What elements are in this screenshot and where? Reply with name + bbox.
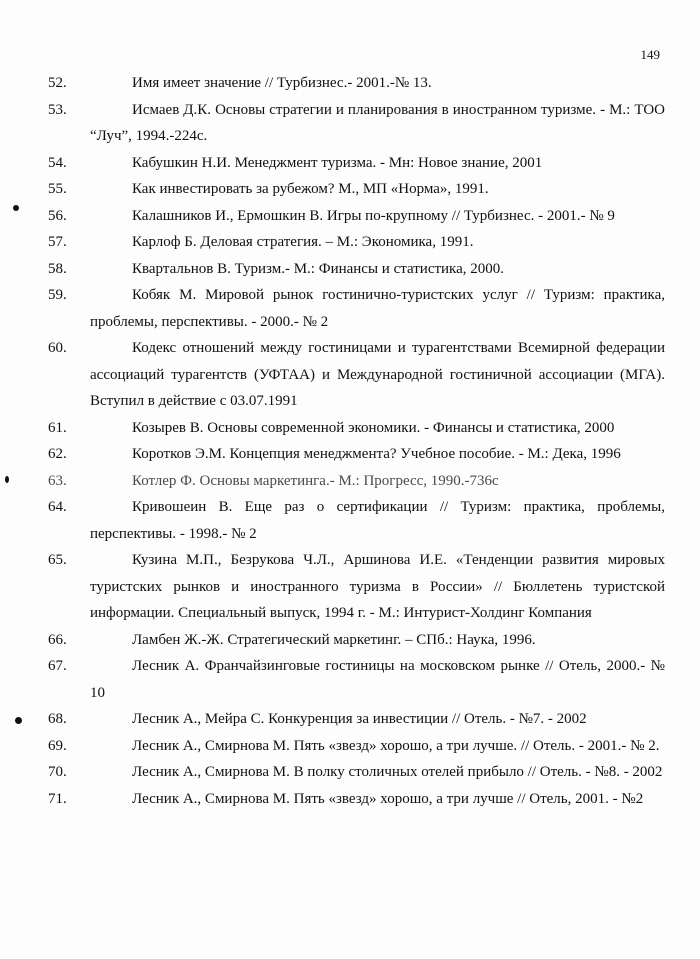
entry-number: 68. bbox=[48, 711, 67, 727]
entry-number: 62. bbox=[48, 446, 67, 462]
bibliography-entry bbox=[48, 468, 665, 495]
bibliography-entry bbox=[48, 97, 665, 150]
page-number: 149 bbox=[640, 47, 660, 62]
entry-number: 67. bbox=[48, 658, 67, 674]
bibliography-entry bbox=[48, 415, 665, 442]
entry-number: 58. bbox=[48, 260, 67, 277]
bibliography-entry bbox=[48, 494, 665, 547]
bibliography-entry bbox=[48, 70, 665, 97]
bibliography-entry bbox=[48, 256, 665, 283]
entry-number: 70. bbox=[48, 764, 67, 780]
entry-text: Кобяк М. Мировой рынок гостинично-туристских услуг // Туризм: практика, проблемы, перспективы. - 2000.- № 2 bbox=[90, 287, 665, 330]
bibliography-list bbox=[48, 70, 665, 812]
entry-text: Кузина М.П., Безрукова Ч.Л., Аршинова И.Е. «Тенденции развития мировых туристских рынков и иностранного туризма в России» // Бюллетень туристской информации. Специальный выпуск, 1994 г. - М.: Интурист-Холдинг Компания bbox=[90, 552, 665, 621]
entry-text: Лесник А., Мейра С. Конкуренция за инвестиции // Отель. - №7. - 2002 bbox=[132, 711, 587, 727]
bibliography-entry bbox=[48, 335, 665, 415]
entry-number: 65. bbox=[48, 552, 67, 568]
entry-text: Исмаев Д.К. Основы стратегии и планирования в иностранном туризме. - М.: ТОО “Луч”, 1994.-224с. bbox=[90, 101, 665, 144]
entry-text: Кодекс отношений между гостиницами и турагентствами Всемирной федерации ассоциаций турагентств (УФТАА) и Международной гостиничной ассоциации (МГА). Вступил в действие с 03.07.1991 bbox=[90, 340, 665, 409]
entry-text: Козырев В. Основы современной экономики. - Финансы и статистика, 2000 bbox=[132, 419, 615, 436]
entry-number: 56. bbox=[48, 207, 67, 224]
bibliography-entry bbox=[48, 203, 665, 230]
entry-text: Как инвестировать за рубежом? М., МП «Норма», 1991. bbox=[132, 181, 489, 197]
entry-text: Лесник А., Смирнова М. В полку столичных отелей прибыло // Отель. - №8. - 2002 bbox=[132, 764, 663, 780]
entry-number: 53. bbox=[48, 101, 67, 118]
entry-number: 61. bbox=[48, 419, 67, 436]
entry-text: Котлер Ф. Основы маркетинга.- М.: Прогресс, 1990.-736с bbox=[132, 472, 499, 489]
entry-text: Карлоф Б. Деловая стратегия. – М.: Экономика, 1991. bbox=[132, 234, 474, 250]
entry-number: 64. bbox=[48, 499, 67, 515]
scan-speck bbox=[15, 717, 22, 724]
entry-number: 71. bbox=[48, 790, 67, 807]
entry-number: 57. bbox=[48, 234, 67, 250]
entry-text: Ламбен Ж.-Ж. Стратегический маркетинг. – СПб.: Наука, 1996. bbox=[132, 631, 536, 648]
entry-text: Лесник А., Смирнова М. Пять «звезд» хорошо, а три лучше. // Отель. - 2001.- № 2. bbox=[132, 737, 660, 754]
scan-speck bbox=[13, 205, 19, 211]
scan-speck bbox=[5, 476, 9, 483]
entry-number: 60. bbox=[48, 340, 67, 356]
entry-text: Лесник А. Франчайзинговые гостиницы на московском рынке // Отель, 2000.- № 10 bbox=[90, 658, 665, 701]
entry-text: Кабушкин Н.И. Менеджмент туризма. - Мн: Новое знание, 2001 bbox=[132, 154, 543, 171]
entry-text: Кривошеин В. Еще раз о сертификации // Туризм: практика, проблемы, перспективы. - 1998.- № 2 bbox=[90, 499, 665, 542]
bibliography-entry bbox=[48, 547, 665, 627]
entry-number: 59. bbox=[48, 287, 67, 303]
entry-number: 69. bbox=[48, 737, 67, 754]
bibliography-entry bbox=[48, 759, 665, 786]
bibliography-entry bbox=[48, 441, 665, 468]
entry-number: 55. bbox=[48, 181, 67, 197]
bibliography-entry bbox=[48, 627, 665, 654]
entry-text: Коротков Э.М. Концепция менеджмента? Учебное пособие. - М.: Дека, 1996 bbox=[132, 446, 621, 462]
bibliography-entry bbox=[48, 176, 665, 203]
entry-number: 54. bbox=[48, 154, 67, 171]
bibliography-entry bbox=[48, 786, 665, 813]
entry-text: Имя имеет значение // Турбизнес.- 2001.-№ 13. bbox=[132, 75, 432, 91]
entry-number: 52. bbox=[48, 75, 67, 91]
bibliography-entry bbox=[48, 229, 665, 256]
entry-text: Калашников И., Ермошкин В. Игры по-крупному // Турбизнес. - 2001.- № 9 bbox=[132, 207, 615, 224]
bibliography-entry bbox=[48, 653, 665, 706]
bibliography-entry bbox=[48, 150, 665, 177]
bibliography-entry bbox=[48, 706, 665, 733]
bibliography-entry bbox=[48, 282, 665, 335]
entry-text: Квартальнов В. Туризм.- М.: Финансы и статистика, 2000. bbox=[132, 260, 505, 277]
entry-number: 66. bbox=[48, 631, 67, 648]
entry-number: 63. bbox=[48, 472, 67, 489]
bibliography-entry bbox=[48, 733, 665, 760]
entry-text: Лесник А., Смирнова М. Пять «звезд» хорошо, а три лучше // Отель, 2001. - №2 bbox=[132, 790, 644, 807]
